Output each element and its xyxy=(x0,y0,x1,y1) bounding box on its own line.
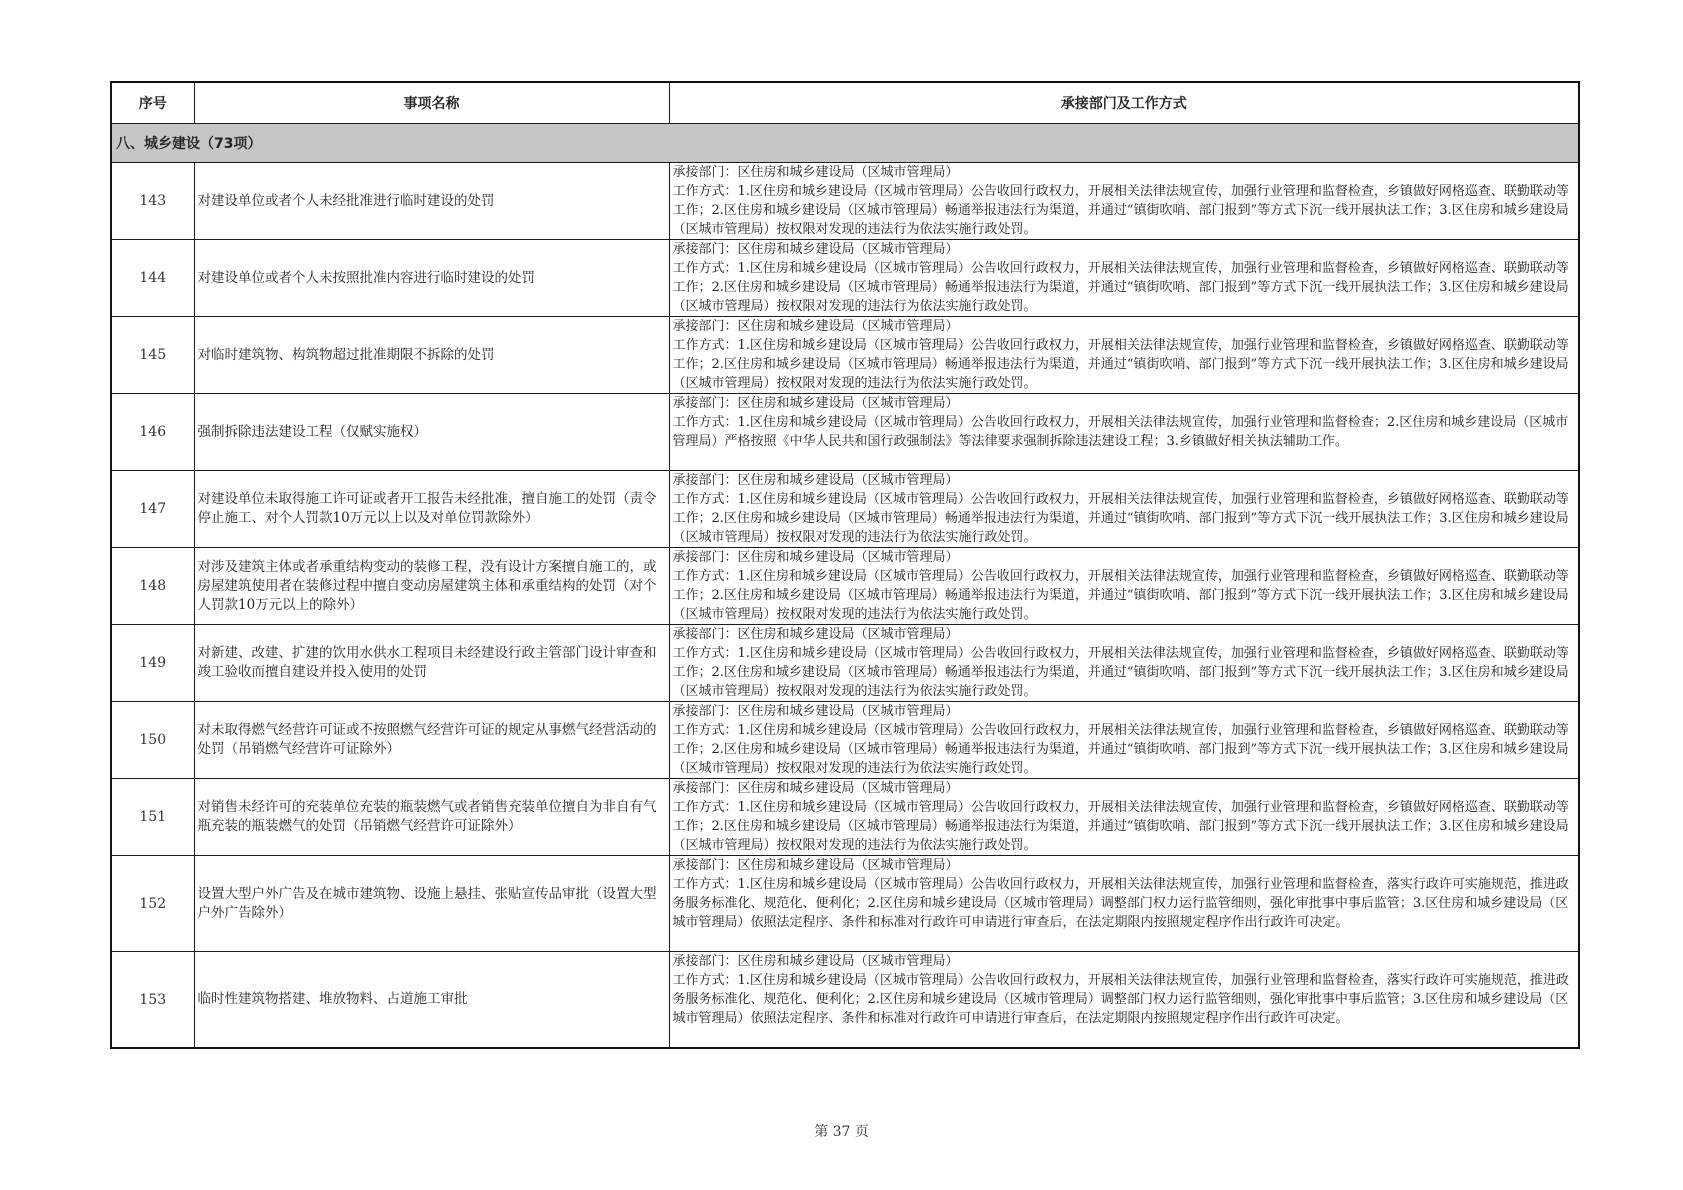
row-number: 149 xyxy=(111,625,194,702)
items-table xyxy=(110,81,1580,1049)
header-no: 序号 xyxy=(111,82,194,124)
dept-cell xyxy=(669,240,1579,317)
dept-line: 承接部门：区住房和城乡建设局（区城市管理局） xyxy=(672,858,959,873)
item-name: 对新建、改建、扩建的饮用水供水工程项目未经建设行政主管部门设计审查和竣工验收而擅自建设并投入使用的处罚 xyxy=(194,625,669,702)
header-name: 事项名称 xyxy=(194,82,669,124)
table-row xyxy=(111,952,1579,1049)
row-number: 152 xyxy=(111,856,194,952)
dept-line: 承接部门：区住房和城乡建设局（区城市管理局） xyxy=(672,704,959,719)
item-name: 对建设单位未取得施工许可证或者开工报告未经批准，擅自施工的处罚（责令停止施工、对个人罚款10万元以上以及对单位罚款除外） xyxy=(194,471,669,548)
dept-line: 承接部门：区住房和城乡建设局（区城市管理局） xyxy=(672,165,959,180)
row-number: 148 xyxy=(111,548,194,625)
table-row xyxy=(111,625,1579,702)
work-method: 工作方式：1.区住房和城乡建设局（区城市管理局）公告收回行政权力，开展相关法律法规宣传，加强行业管理和监督检查，乡镇做好网格巡查、联勤联动等工作；2.区住房和城乡建设局（区城市管理局）畅通举报违法行为渠道，并通过“镇街吹哨、部门报到”等方式下沉一线开展执法工作；3.区住房和城乡建设局（区城市管理局）按权限对发现的违法行为依法实施行政处罚。 xyxy=(672,800,1569,853)
table-row xyxy=(111,240,1579,317)
dept-cell xyxy=(669,779,1579,856)
table-row xyxy=(111,702,1579,779)
row-number: 146 xyxy=(111,394,194,471)
item-name: 临时性建筑物搭建、堆放物料、占道施工审批 xyxy=(194,952,669,1049)
dept-line: 承接部门：区住房和城乡建设局（区城市管理局） xyxy=(672,627,959,642)
section-row xyxy=(111,124,1579,163)
table-header-row xyxy=(111,82,1579,124)
dept-cell xyxy=(669,548,1579,625)
row-number: 144 xyxy=(111,240,194,317)
dept-line: 承接部门：区住房和城乡建设局（区城市管理局） xyxy=(672,473,959,488)
work-method: 工作方式：1.区住房和城乡建设局（区城市管理局）公告收回行政权力，开展相关法律法规宣传，加强行业管理和监督检查，乡镇做好网格巡查、联勤联动等工作；2.区住房和城乡建设局（区城市管理局）畅通举报违法行为渠道，并通过“镇街吹哨、部门报到”等方式下沉一线开展执法工作；3.区住房和城乡建设局（区城市管理局）按权限对发现的违法行为依法实施行政处罚。 xyxy=(672,184,1569,237)
dept-cell xyxy=(669,952,1579,1049)
dept-line: 承接部门：区住房和城乡建设局（区城市管理局） xyxy=(672,319,959,334)
table-row xyxy=(111,317,1579,394)
document-table-container xyxy=(110,81,1578,1049)
dept-line: 承接部门：区住房和城乡建设局（区城市管理局） xyxy=(672,781,959,796)
table-row xyxy=(111,394,1579,471)
page-number: 第 37 页 xyxy=(814,1124,869,1140)
dept-line: 承接部门：区住房和城乡建设局（区城市管理局） xyxy=(672,242,959,257)
header-dept: 承接部门及工作方式 xyxy=(669,82,1579,124)
section-title: 八、城乡建设（73项） xyxy=(111,124,1579,163)
dept-cell xyxy=(669,394,1579,471)
work-method: 工作方式：1.区住房和城乡建设局（区城市管理局）公告收回行政权力，开展相关法律法规宣传，加强行业管理和监督检查；2.区住房和城乡建设局（区城市管理局）严格按照《中华人民共和国行政强制法》等法律要求强制拆除违法建设工程；3.乡镇做好相关执法辅助工作。 xyxy=(672,415,1569,449)
dept-cell xyxy=(669,163,1579,240)
row-number: 143 xyxy=(111,163,194,240)
dept-cell xyxy=(669,625,1579,702)
work-method: 工作方式：1.区住房和城乡建设局（区城市管理局）公告收回行政权力，开展相关法律法规宣传，加强行业管理和监督检查，乡镇做好网格巡查、联勤联动等工作；2.区住房和城乡建设局（区城市管理局）畅通举报违法行为渠道，并通过“镇街吹哨、部门报到”等方式下沉一线开展执法工作；3.区住房和城乡建设局（区城市管理局）按权限对发现的违法行为依法实施行政处罚。 xyxy=(672,646,1569,699)
row-number: 147 xyxy=(111,471,194,548)
item-name: 对未取得燃气经营许可证或不按照燃气经营许可证的规定从事燃气经营活动的处罚（吊销燃气经营许可证除外） xyxy=(194,702,669,779)
dept-line: 承接部门：区住房和城乡建设局（区城市管理局） xyxy=(672,396,959,411)
table-row xyxy=(111,779,1579,856)
dept-line: 承接部门：区住房和城乡建设局（区城市管理局） xyxy=(672,550,959,565)
dept-cell xyxy=(669,471,1579,548)
row-number: 145 xyxy=(111,317,194,394)
dept-cell xyxy=(669,702,1579,779)
table-row xyxy=(111,471,1579,548)
table-row xyxy=(111,163,1579,240)
work-method: 工作方式：1.区住房和城乡建设局（区城市管理局）公告收回行政权力，开展相关法律法规宣传，加强行业管理和监督检查，落实行政许可实施规范，推进政务服务标准化、规范化、便利化；2.区住房和城乡建设局（区城市管理局）调整部门权力运行监管细则，强化审批事中事后监管；3.区住房和城乡建设局（区城市管理局）依照法定程序、条件和标准对行政许可申请进行审查后，在法定期限内按照规定程序作出行政许可决定。 xyxy=(672,973,1569,1026)
dept-cell xyxy=(669,317,1579,394)
row-number: 153 xyxy=(111,952,194,1049)
item-name: 设置大型户外广告及在城市建筑物、设施上悬挂、张贴宣传品审批（设置大型户外广告除外） xyxy=(194,856,669,952)
work-method: 工作方式：1.区住房和城乡建设局（区城市管理局）公告收回行政权力，开展相关法律法规宣传，加强行业管理和监督检查，乡镇做好网格巡查、联勤联动等工作；2.区住房和城乡建设局（区城市管理局）畅通举报违法行为渠道，并通过“镇街吹哨、部门报到”等方式下沉一线开展执法工作；3.区住房和城乡建设局（区城市管理局）按权限对发现的违法行为依法实施行政处罚。 xyxy=(672,338,1569,391)
item-name: 对涉及建筑主体或者承重结构变动的装修工程，没有设计方案擅自施工的，或房屋建筑使用者在装修过程中擅自变动房屋建筑主体和承重结构的处罚（对个人罚款10万元以上的除外） xyxy=(194,548,669,625)
item-name: 强制拆除违法建设工程（仅赋实施权） xyxy=(194,394,669,471)
work-method: 工作方式：1.区住房和城乡建设局（区城市管理局）公告收回行政权力，开展相关法律法规宣传，加强行业管理和监督检查，落实行政许可实施规范，推进政务服务标准化、规范化、便利化；2.区住房和城乡建设局（区城市管理局）调整部门权力运行监管细则，强化审批事中事后监管；3.区住房和城乡建设局（区城市管理局）依照法定程序、条件和标准对行政许可申请进行审查后，在法定期限内按照规定程序作出行政许可决定。 xyxy=(672,877,1569,930)
work-method: 工作方式：1.区住房和城乡建设局（区城市管理局）公告收回行政权力，开展相关法律法规宣传，加强行业管理和监督检查，乡镇做好网格巡查、联勤联动等工作；2.区住房和城乡建设局（区城市管理局）畅通举报违法行为渠道，并通过“镇街吹哨、部门报到”等方式下沉一线开展执法工作；3.区住房和城乡建设局（区城市管理局）按权限对发现的违法行为依法实施行政处罚。 xyxy=(672,492,1569,545)
item-name: 对建设单位或者个人未按照批准内容进行临时建设的处罚 xyxy=(194,240,669,317)
work-method: 工作方式：1.区住房和城乡建设局（区城市管理局）公告收回行政权力，开展相关法律法规宣传，加强行业管理和监督检查，乡镇做好网格巡查、联勤联动等工作；2.区住房和城乡建设局（区城市管理局）畅通举报违法行为渠道，并通过“镇街吹哨、部门报到”等方式下沉一线开展执法工作；3.区住房和城乡建设局（区城市管理局）按权限对发现的违法行为依法实施行政处罚。 xyxy=(672,261,1569,314)
table-row xyxy=(111,856,1579,952)
item-name: 对销售未经许可的充装单位充装的瓶装燃气或者销售充装单位擅自为非自有气瓶充装的瓶装燃气的处罚（吊销燃气经营许可证除外） xyxy=(194,779,669,856)
work-method: 工作方式：1.区住房和城乡建设局（区城市管理局）公告收回行政权力，开展相关法律法规宣传，加强行业管理和监督检查，乡镇做好网格巡查、联勤联动等工作；2.区住房和城乡建设局（区城市管理局）畅通举报违法行为渠道，并通过“镇街吹哨、部门报到”等方式下沉一线开展执法工作；3.区住房和城乡建设局（区城市管理局）按权限对发现的违法行为依法实施行政处罚。 xyxy=(672,569,1569,622)
row-number: 151 xyxy=(111,779,194,856)
dept-cell xyxy=(669,856,1579,952)
dept-line: 承接部门：区住房和城乡建设局（区城市管理局） xyxy=(672,954,959,969)
item-name: 对临时建筑物、构筑物超过批准期限不拆除的处罚 xyxy=(194,317,669,394)
table-row xyxy=(111,548,1579,625)
item-name: 对建设单位或者个人未经批准进行临时建设的处罚 xyxy=(194,163,669,240)
row-number: 150 xyxy=(111,702,194,779)
work-method: 工作方式：1.区住房和城乡建设局（区城市管理局）公告收回行政权力，开展相关法律法规宣传，加强行业管理和监督检查，乡镇做好网格巡查、联勤联动等工作；2.区住房和城乡建设局（区城市管理局）畅通举报违法行为渠道，并通过“镇街吹哨、部门报到”等方式下沉一线开展执法工作；3.区住房和城乡建设局（区城市管理局）按权限对发现的违法行为依法实施行政处罚。 xyxy=(672,723,1569,776)
